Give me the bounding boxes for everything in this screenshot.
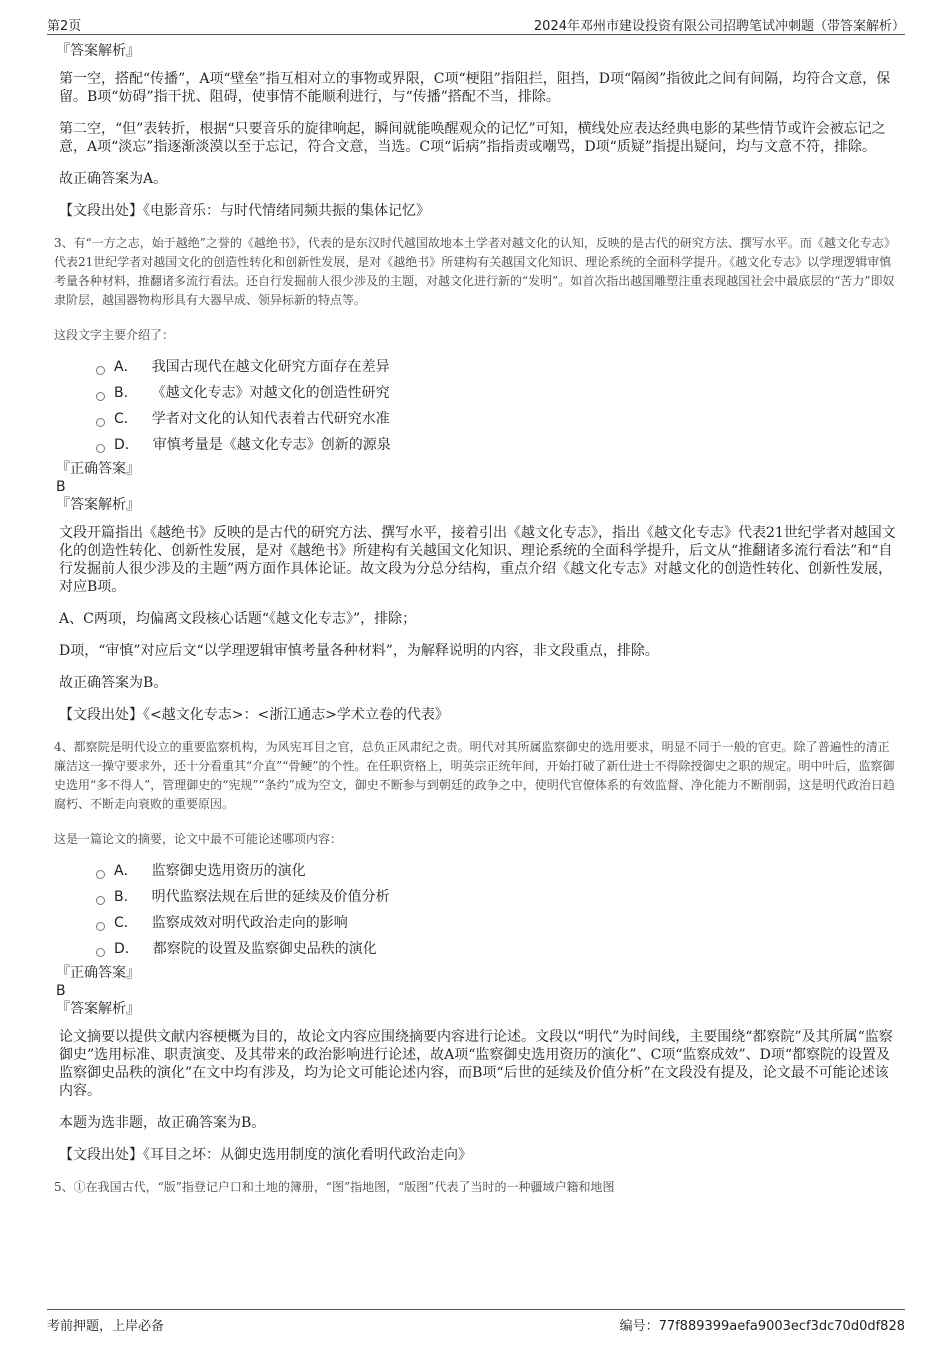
q4-analysis-conclusion: 本题为选非题，故正确答案为B。 [59,1115,266,1131]
q3-analysis-conclusion: 故正确答案为B。 [59,675,168,691]
q2-analysis-para-2: 第二空，“但”表转折，根据“只要音乐的旋律响起，瞬间就能唤醒观众的记忆”可知，横线处应表达经典电影的某些情节或许会被忘记之意，A项“淡忘”指逐渐淡漠以至于忘记，符合文意，当选。C项“诟病”指指责或嘲骂，D项“质疑”指提出疑问，均与文意不符，排除。 [59,121,886,155]
option-text: 都察院的设置及监察御史品秩的演化 [152,941,377,957]
q4-option-a[interactable] [96,858,896,884]
q3-prompt: 这段文字主要介绍了： [54,328,175,342]
page-header [47,12,905,35]
q4-question-text: 4、都察院是明代设立的重要监察机构，为风宪耳目之官，总负正风肃纪之责。明代对其所属监察御史的选用要求，明显不同于一般的官吏。除了普遍性的清正廉洁这一操守要求外，还十分看重其“介直”“骨鲠”的个性。在任职资格上，明英宗正统年间，开始打破了新仕进士不得除授御史之职的规定。明中叶后，监察御史选用“多不得人”，管理御史的“宪规”“条约”成为空文，御史不断参与到朝廷的政争之中，使明代官僚体系的有效监督、净化能力不断削弱，这是明代政治日趋腐朽、不断走向衰败的重要原因。 [54,740,895,811]
option-text: 学者对文化的认知代表着古代研究水准 [151,411,390,427]
q4-option-c[interactable] [96,910,896,936]
q3-option-a[interactable] [96,354,896,380]
q3-correct-label: 『正确答案』 [56,461,140,477]
q4-correct-answer: B [56,983,66,999]
q3-options [96,354,896,458]
radio-button-icon[interactable] [96,444,105,453]
q3-analysis-label: 『答案解析』 [56,497,140,513]
q4-source: 【文段出处】《耳目之坏：从御史选用制度的演化看明代政治走向》 [59,1147,472,1163]
q4-analysis-para-1: 论文摘要以提供文献内容梗概为目的，故论文内容应围绕摘要内容进行论述。文段以“明代”为时间线，主要围绕“都察院”及其所属“监察御史”选用标准、职责演变、及其带来的政治影响进行论述，故A项“监察御史选用资历的演化”、C项“监察成效”、D项“都察院的设置及监察御史品秩的演化”在文中均有涉及，均为论文可能论述内容，而B项“后世的延续及价值分析”在文段没有提及，论文最不可能论述该内容。 [59,1029,893,1099]
q3-question-text: 3、有“一方之志，始于越绝”之誉的《越绝书》，代表的是东汉时代越国故地本土学者对越文化的认知，反映的是古代的研究方法、撰写水平。而《越文化专志》代表21世纪学者对越国文化的创造性转化和创新性发展，是对《越绝书》所建构有关越国文化知识、理论系统的全面科学提升。《越文化专志》以学理逻辑审慎考量各种材料，推翻诸多流行看法。还自行发掘前人很少涉及的主题，对越文化进行新的“发明”。如首次指出越国雕塑注重表现越国社会中最底层的“苦力”即奴隶阶层，越国器物构形具有大器早成、领异标新的特点等。 [54,236,896,307]
q3-analysis-para-3: D项，“审慎”对应后文“以学理逻辑审慎考量各种材料”，为解释说明的内容，非文段重点，排除。 [59,643,659,659]
option-letter: C． [114,411,138,427]
q3-option-c[interactable] [96,406,896,432]
option-letter: C． [114,915,138,931]
q3-source: 【文段出处】《<越文化专志>：<浙江通志>学术立卷的代表》 [59,707,449,723]
option-text: 我国古现代在越文化研究方面存在差异 [151,359,390,375]
option-letter: B． [114,889,138,905]
page-number: 第2页 [47,19,82,34]
q4-option-d[interactable] [96,936,896,962]
q2-source: 【文段出处】《电影音乐：与时代情绪同频共振的集体记忆》 [59,203,430,219]
option-text: 监察成效对明代政治走向的影响 [151,915,348,931]
option-text: 明代监察法规在后世的延续及价值分析 [151,889,390,905]
q3-correct-answer: B [56,479,66,495]
radio-button-icon[interactable] [96,896,105,905]
radio-button-icon[interactable] [96,418,105,427]
q2-analysis-conclusion: 故正确答案为A。 [59,171,168,187]
q4-analysis-label: 『答案解析』 [56,1001,140,1017]
q4-option-b[interactable] [96,884,896,910]
option-text: 《越文化专志》对越文化的创造性研究 [151,385,390,401]
q2-analysis-para-1: 第一空，搭配“传播”，A项“壁垒”指互相对立的事物或界限，C项“梗阻”指阻拦，阻挡，D项“隔阂”指彼此之间有间隔，均符合文意，保留。B项“妨碍”指干扰、阻碍，使事情不能顺利进行，与“传播”搭配不当，排除。 [59,71,891,105]
option-letter: D． [114,437,139,453]
q4-answer-block [54,964,896,1018]
q3-analysis-para-2: A、C两项，均偏离文段核心话题“《越文化专志》”，排除； [59,611,417,627]
footer-slogan: 考前押题，上岸必备 [47,1319,165,1334]
q5-question-text: 5、①在我国古代，“版”指登记户口和土地的簿册，“图”指地图，“版图”代表了当时的一种疆域户籍和地图 [54,1180,615,1194]
q3-answer-block [54,460,896,514]
radio-button-icon[interactable] [96,948,105,957]
option-letter: D． [114,941,139,957]
q3-option-b[interactable] [96,380,896,406]
radio-button-icon[interactable] [96,392,105,401]
radio-button-icon[interactable] [96,870,105,879]
option-letter: B． [114,385,138,401]
option-letter: A． [114,863,138,879]
document-id: 编号：77f889399aefa9003ecf3dc70d0df828 [619,1319,905,1334]
option-letter: A． [114,359,138,375]
q3-analysis-para-1: 文段开篇指出《越绝书》反映的是古代的研究方法、撰写水平，接着引出《越文化专志》，指出《越文化专志》代表21世纪学者对越国文化的创造性转化、创新性发展，是对《越绝书》所建构有关越国文化知识、理论系统的全面科学提升，后文从“推翻诸多流行看法”和“自行发掘前人很少涉及的主题”两方面作具体论证。故文段为分总分结构，重点介绍《越文化专志》对越文化的创造性转化、创新性发展，对应B项。 [59,525,896,595]
page-footer [47,1309,905,1332]
radio-button-icon[interactable] [96,922,105,931]
q2-analysis-label: 『答案解析』 [56,43,140,59]
radio-button-icon[interactable] [96,366,105,375]
page-content [54,42,896,1197]
option-text: 监察御史选用资历的演化 [151,863,306,879]
q4-options [96,858,896,962]
q4-prompt: 这是一篇论文的摘要，论文中最不可能论述哪项内容： [54,832,343,846]
q3-option-d[interactable] [96,432,896,458]
option-text: 审慎考量是《越文化专志》创新的源泉 [152,437,391,453]
q4-correct-label: 『正确答案』 [56,965,140,981]
document-title: 2024年邓州市建设投资有限公司招聘笔试冲刺题（带答案解析） [533,19,905,34]
